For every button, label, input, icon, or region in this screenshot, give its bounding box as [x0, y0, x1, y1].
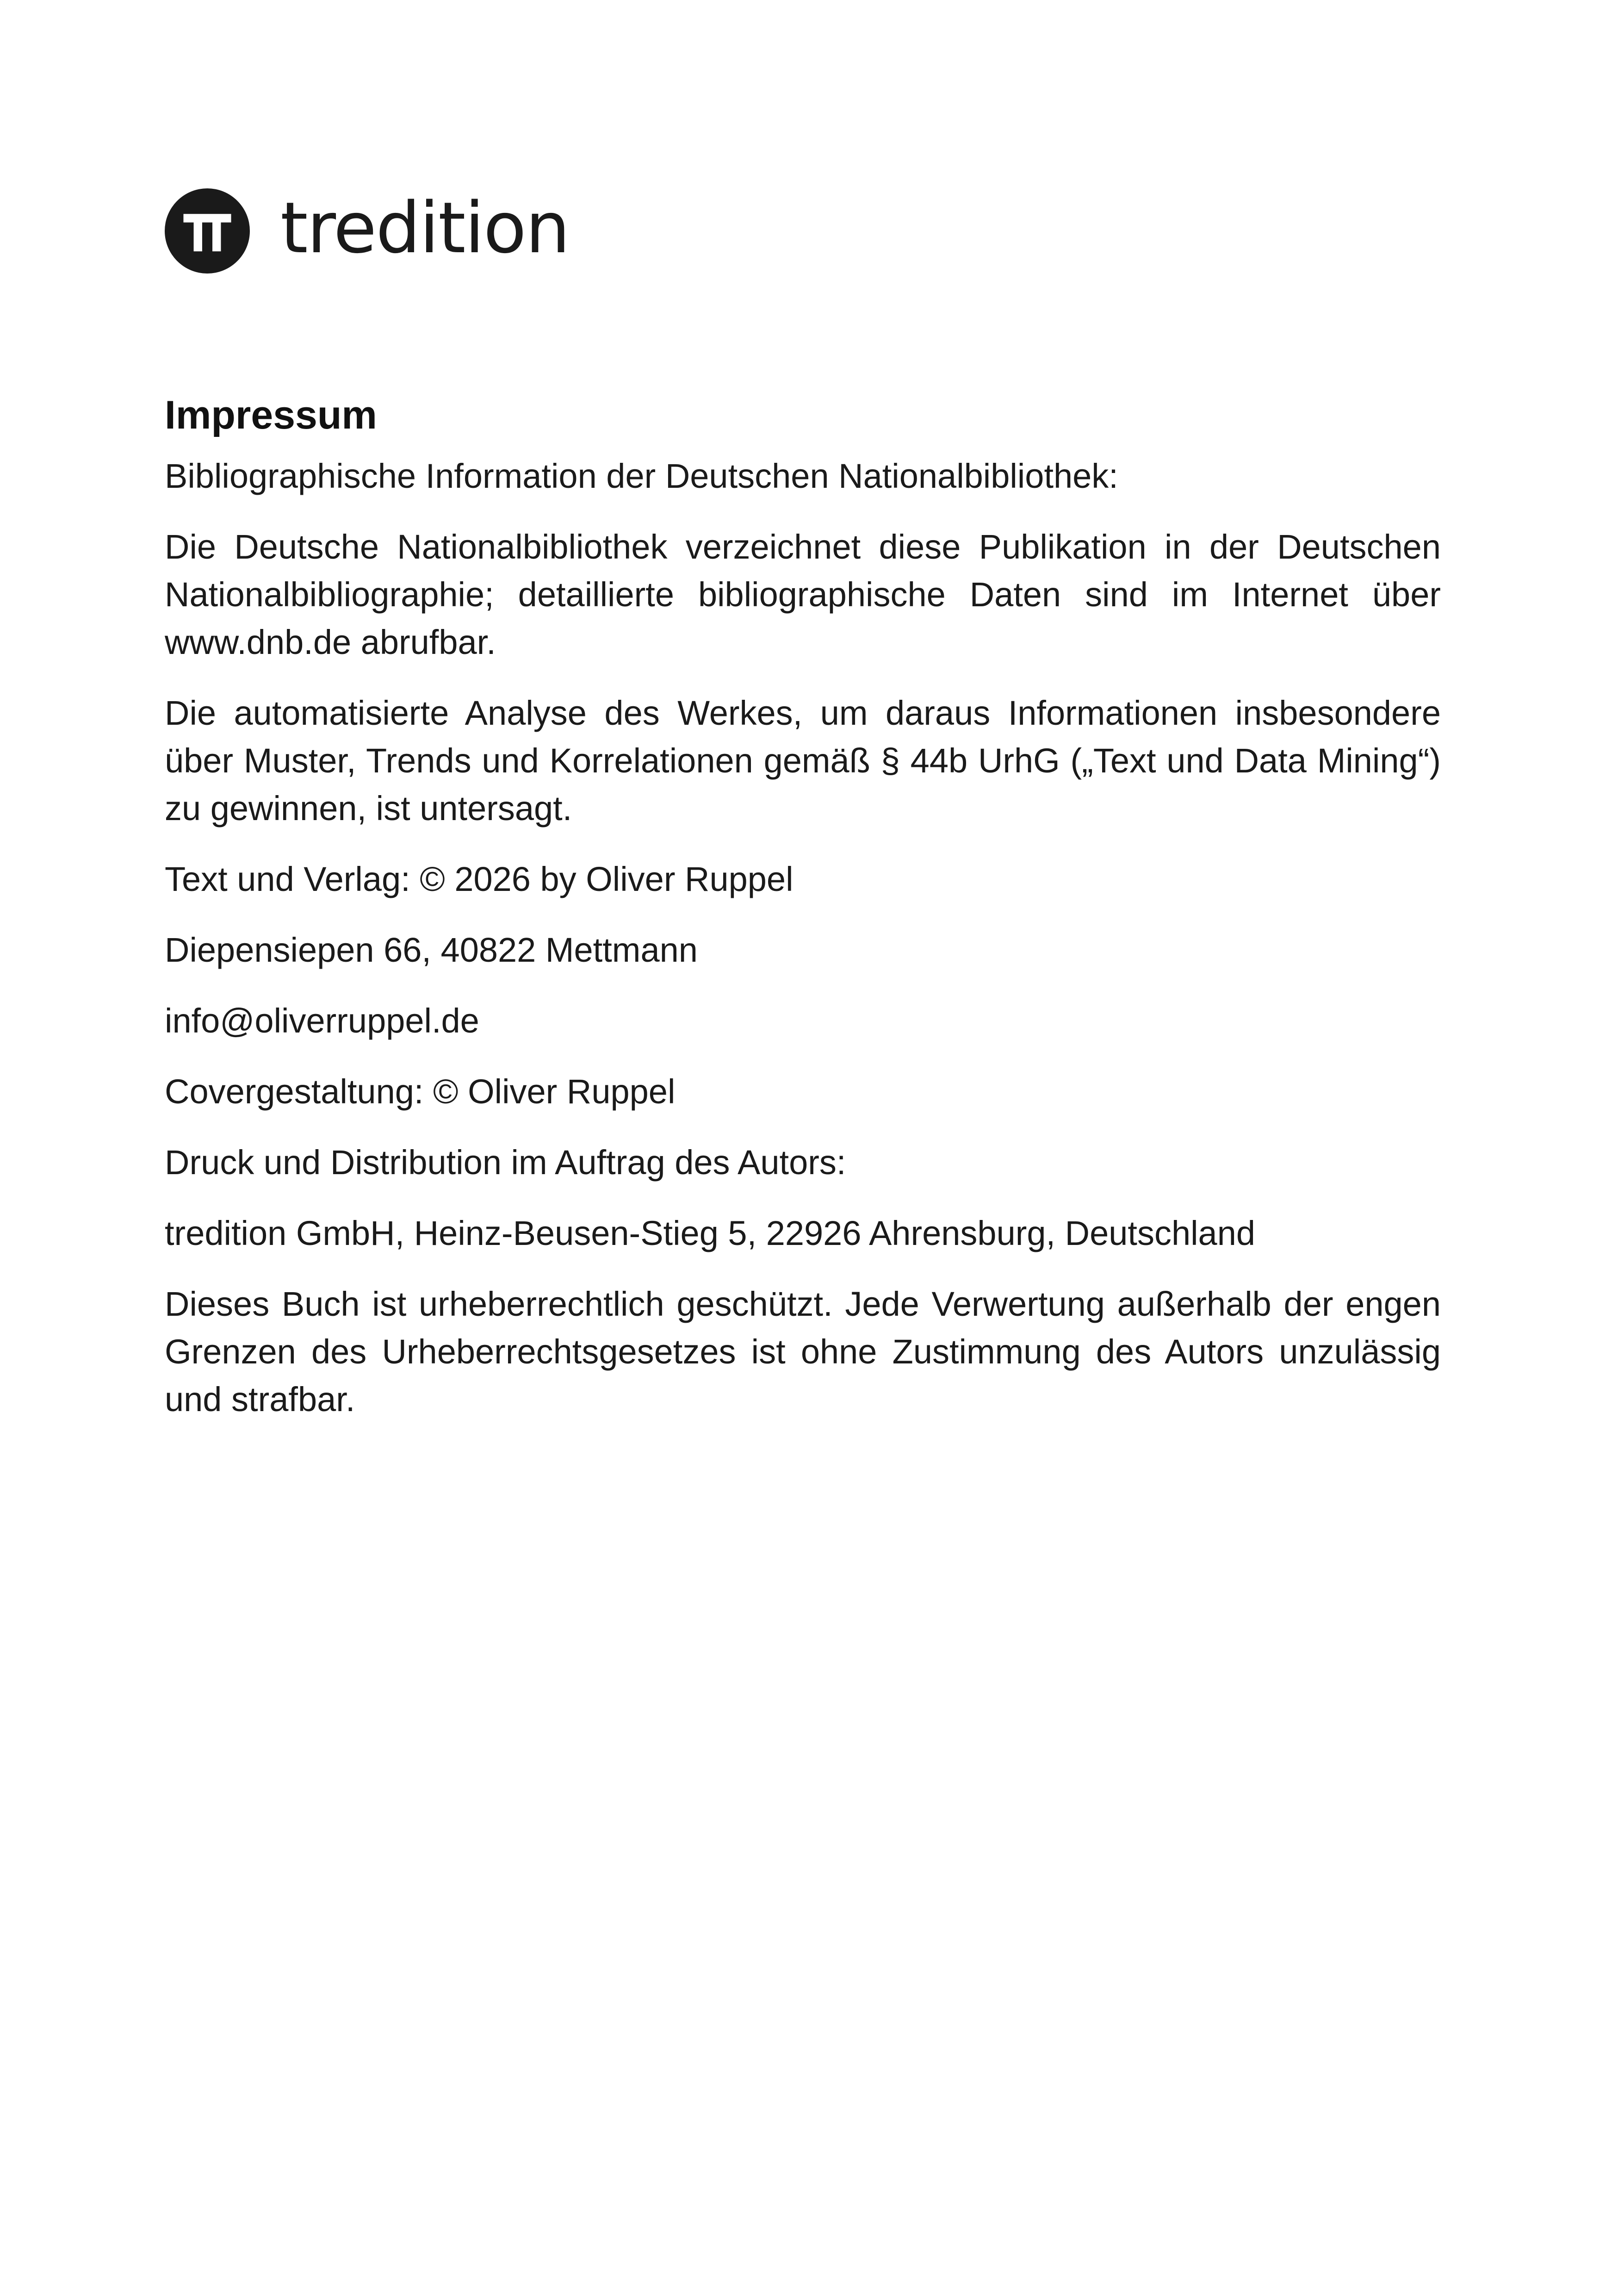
bib-info-title: Bibliographische Information der Deutschen Nationalbibliothek:	[165, 457, 1118, 496]
cover-credit: Covergestaltung: © Oliver Ruppel	[165, 1072, 676, 1111]
publisher-address: tredition GmbH, Heinz-Beusen-Stieg 5, 22926 Ahrensburg, Deutschland	[165, 1214, 1256, 1253]
logo-wordmark: tredition	[280, 187, 570, 269]
impressum-heading: Impressum	[165, 393, 377, 437]
tredition-logo-icon	[165, 188, 250, 274]
text-verlag-line: Text und Verlag: © 2026 by Oliver Ruppel	[165, 860, 794, 899]
copyright-notice: Dieses Buch ist urheberrechtlich geschützt. Jede Verwertung außerhalb der engen Grenzen des Urheberrechtsgesetzes ist ohne Zustimmung des Autors unzulässig und strafbar.	[165, 1285, 1441, 1419]
tdm-notice: Die automatisierte Analyse des Werkes, um daraus Informationen insbesondere über Muster, Trends und Korrelationen gemäß § 44b UrhG („Text und Data Mining“) zu gewinnen, ist untersagt.	[165, 694, 1441, 828]
publisher-logo	[165, 187, 569, 275]
impressum-section	[165, 392, 1441, 1446]
address-line: Diepensiepen 66, 40822 Mettmann	[165, 931, 698, 970]
email-line: info@oliverruppel.de	[165, 1002, 479, 1040]
dnb-notice: Die Deutsche Nationalbibliothek verzeichnet diese Publikation in der Deutschen Nationalbibliographie; detaillierte bibliographische Daten sind im Internet über www.dnb.de abrufbar.	[165, 528, 1441, 662]
print-distribution-line: Druck und Distribution im Auftrag des Autors:	[165, 1143, 846, 1182]
